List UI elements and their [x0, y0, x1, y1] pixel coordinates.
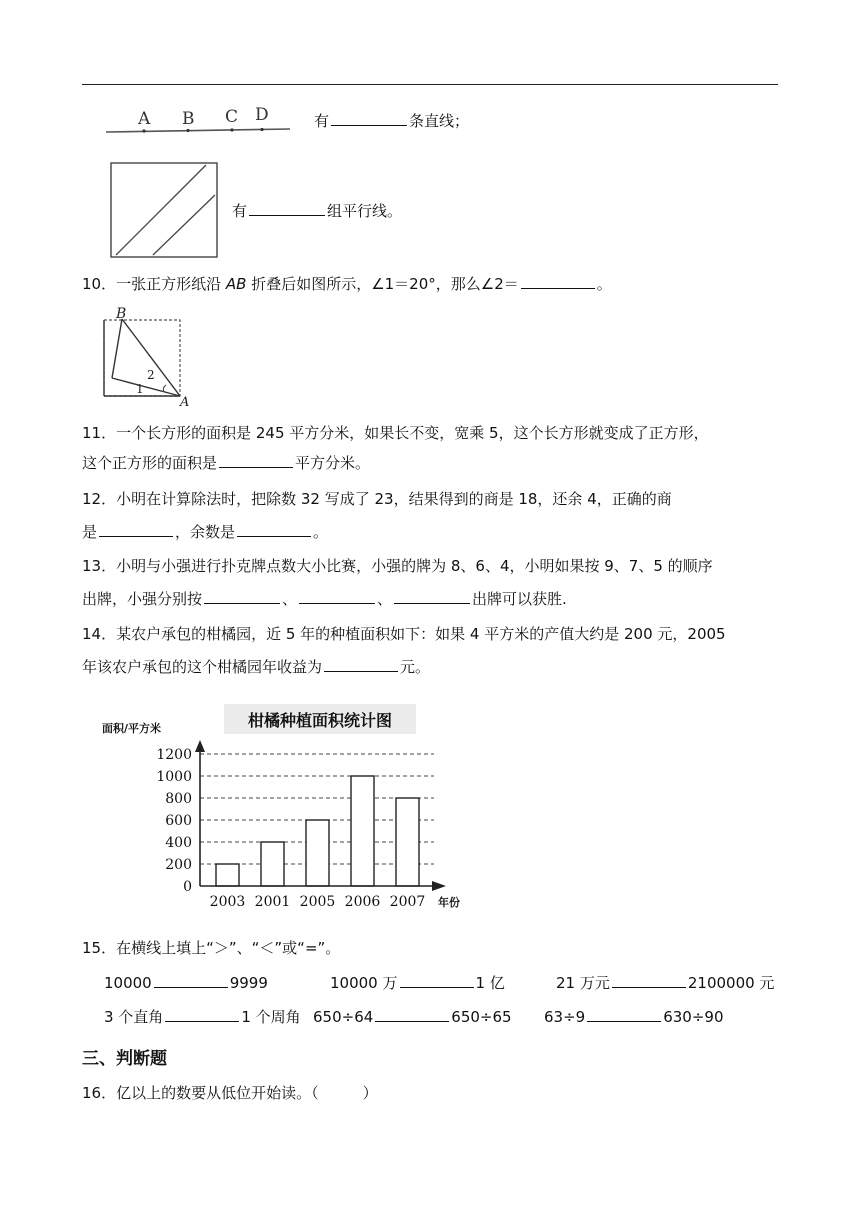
angle-label-1: 1 [136, 382, 144, 396]
line-figure [104, 100, 294, 150]
header-rule [82, 84, 778, 85]
question-13-line1: 13．小明与小强进行扑克牌点数大小比赛，小强的牌为 8、6、4，小明如果按 9、7、5 的顺序 [82, 557, 713, 575]
y-tick-label: 1200 [156, 747, 192, 763]
citrus-area-chart [96, 700, 476, 914]
point-label-a: A [138, 109, 151, 129]
question-10: 10．一张正方形纸沿 AB 折叠后如图所示，∠1＝20°，那么∠2＝ 。 [82, 275, 612, 293]
y-tick-label: 600 [165, 813, 192, 829]
answer-blank[interactable] [249, 201, 325, 216]
answer-blank[interactable] [99, 522, 173, 537]
fold-label-b: B [116, 306, 127, 322]
point-label-c: C [225, 107, 239, 127]
answer-blank[interactable] [299, 589, 375, 604]
q-parallel-text: 有 组平行线。 [232, 202, 403, 220]
point-label-b: B [182, 109, 195, 129]
question-15-stem: 15．在横线上填上“＞”、“＜”或“=”。 [82, 939, 341, 957]
q15-row-1: 10000 9999 [104, 974, 268, 992]
question-11-line1: 11．一个长方形的面积是 245 平方分米，如果长不变，宽乘 5，这个长方形就变成了正方形， [82, 424, 709, 442]
question-14-line2: 年该农户承包的这个柑橘园年收益为 元。 [82, 658, 431, 676]
answer-blank[interactable] [237, 522, 311, 537]
x-tick-label: 2006 [344, 894, 381, 910]
fold-figure [98, 306, 190, 410]
x-tick-label: 2001 [254, 894, 291, 910]
q15-row-1-b: 10000 万 1 亿 [330, 974, 505, 992]
question-16: 16．亿以上的数要从低位开始读。（ ） [82, 1084, 378, 1102]
answer-blank[interactable] [204, 589, 280, 604]
q15-row-1-c: 21 万元 2100000 元 [556, 974, 775, 992]
bar [306, 820, 329, 886]
question-12-line1: 12．小明在计算除法时，把除数 32 写成了 23，结果得到的商是 18，还余 4，正确的商 [82, 490, 672, 508]
question-14-line1: 14．某农户承包的柑橘园，近 5 年的种植面积如下：如果 4 平方米的产值大约是 200 元，2005 [82, 625, 726, 643]
x-tick-label: 2007 [389, 894, 426, 910]
bar [351, 776, 374, 886]
answer-blank[interactable] [375, 1007, 449, 1022]
chart-title: 柑橘种植面积统计图 [247, 711, 393, 730]
q-lines-text: 有 条直线； [314, 112, 470, 130]
answer-blank[interactable] [521, 274, 595, 289]
point-label-d: D [255, 105, 269, 125]
chart-xlabel: 年份 [438, 896, 460, 909]
bar [261, 842, 284, 886]
bar [396, 798, 419, 886]
chart-ylabel: 面积/平方米 [102, 722, 162, 735]
x-axis-arrow [432, 881, 446, 891]
angle-label-2: 2 [147, 368, 155, 382]
answer-blank[interactable] [394, 589, 470, 604]
x-tick-label: 2005 [299, 894, 336, 910]
y-axis-arrow [195, 740, 205, 752]
y-tick-label: 800 [165, 791, 192, 807]
answer-blank[interactable] [324, 657, 398, 672]
answer-blank[interactable] [612, 973, 686, 988]
question-11-line2: 这个正方形的面积是 平方分米。 [82, 454, 371, 472]
answer-blank[interactable] [400, 973, 474, 988]
answer-blank[interactable] [219, 453, 293, 468]
q15-row-2: 3 个直角 1 个周角 [104, 1008, 301, 1026]
parallel-figure [108, 160, 220, 260]
bar [216, 864, 239, 886]
y-tick-label: 0 [183, 879, 192, 895]
y-tick-label: 400 [165, 835, 192, 851]
question-13-line2: 出牌，小强分别按 、 、 出牌可以获胜. [82, 590, 567, 608]
fold-label-a: A [180, 395, 190, 410]
answer-blank[interactable] [587, 1007, 661, 1022]
q15-row-2-c: 63÷9 630÷90 [544, 1008, 724, 1026]
q15-row-2-b: 650÷64 650÷65 [313, 1008, 512, 1026]
y-tick-label: 200 [165, 857, 192, 873]
section-title: 三、判断题 [82, 1049, 167, 1069]
answer-blank[interactable] [331, 111, 407, 126]
y-tick-label: 1000 [156, 769, 192, 785]
answer-blank[interactable] [165, 1007, 239, 1022]
x-tick-label: 2003 [209, 894, 246, 910]
answer-blank[interactable] [154, 973, 228, 988]
question-12-line2: 是 ，余数是 。 [82, 523, 329, 541]
